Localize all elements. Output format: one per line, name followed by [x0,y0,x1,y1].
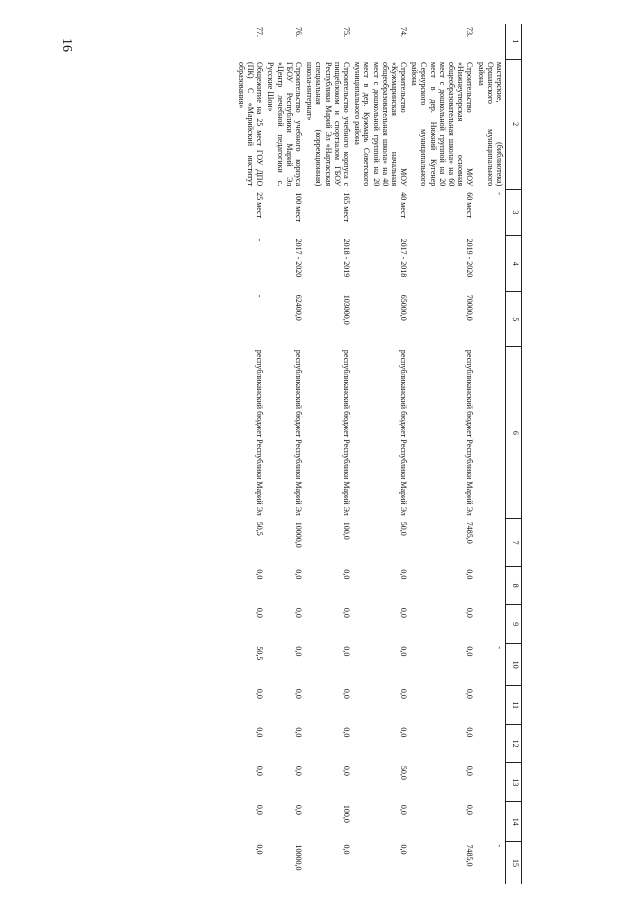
cell-c11: 0,0 [255,688,265,699]
cell-source: республиканский бюджет Республики Марий Эл [342,349,351,516]
column-header-2: 2 [506,59,522,189]
column-header-13: 13 [506,763,522,802]
cell-c14: 0,0 [255,804,265,815]
cell-c13: 50,0 [399,765,409,780]
cell-c7: 7485,0 [465,521,475,544]
cell-c15: 0,0 [342,844,351,855]
column-header-15: 15 [506,841,522,884]
table-row [265,24,304,884]
cell-c9: 0,0 [399,607,409,618]
cell-c14 [475,802,505,842]
cell-c7: 50,5 [255,521,265,536]
cell-c9: 0,0 [255,607,265,618]
cell-c10: 0,0 [465,646,475,657]
cell-c12: 0,0 [399,727,409,738]
table-row [236,24,266,884]
cell-c13 [475,763,505,802]
cell-years: 2018 - 2019 [342,238,351,278]
cell-c8: 0,0 [255,569,265,580]
cell-c7: 50,0 [399,521,409,536]
page-number: 16 [59,38,74,52]
cell-c8: 0,0 [399,569,409,580]
cell-cost: 70000,0 [465,294,475,321]
cell-c13: 0,0 [255,765,265,776]
cell-source: республиканский бюджет Республики Марий Эл [294,349,304,516]
cell-name: Строительство МОУ «Нижнеутюрская основная общеобразовательная школа» на 60 мест с дошкольной группой на 20 мест в дер. Нижний Кугенер Сернурского муниципального района [410,62,475,187]
cell-name: Строительство учебного корпуса с пищеблоком и спортзалом ГБОУ Республики Марий Эл «Нартасская специальная (коррекционная) школа-интернат» [305,62,351,187]
cell-name: Строительство учебного корпуса ГБОУ Республики Марий Эл «Центр лечебной педагогики с. Русские Шои» [266,62,304,187]
column-header-6: 6 [506,347,522,519]
cell-source [475,347,505,519]
cell-n: 76. [294,27,304,37]
cell-years: 2019 - 2020 [465,238,475,278]
column-header-7: 7 [506,519,522,567]
cell-cap: 100 мест [294,192,304,223]
cell-c10: - [495,646,504,650]
cell-years [475,236,505,292]
cell-cap: 165 мест [342,192,351,223]
cell-cap: 40 мест [399,192,409,219]
cell-c11: 0,0 [342,688,351,699]
cell-cost: 65000,0 [399,294,409,321]
cell-n: 73. [465,27,475,37]
cell-c8 [475,566,505,605]
cell-c15: - [495,844,504,848]
column-header-11: 11 [506,686,522,725]
investment-table [236,24,522,884]
cell-c12: 0,0 [255,727,265,738]
cell-c14: 0,0 [399,804,409,815]
cell-c7 [475,519,505,567]
cell-years: 2017 - 2020 [294,238,304,278]
column-header-10: 10 [506,643,522,686]
cell-n: 77. [255,27,265,37]
cell-name: Строительство МОУ «Кужмаринская начальная общеобразовательная школа» на 40 мест с дошкольной группой на 20 мест в дер. Кужмарь Советского муниципального района [353,62,409,187]
cell-c15: 10000,0 [294,844,304,871]
cell-cost [475,292,505,347]
cell-c13: 0,0 [342,765,351,776]
column-header-12: 12 [506,724,522,763]
cell-c10: 50,5 [255,646,265,661]
cell-c7: 100,0 [342,521,351,540]
column-header-3: 3 [506,189,522,235]
cell-cost: - [255,294,265,298]
cell-source: республиканский бюджет Республики Марий Эл [255,349,265,516]
table-header-row [506,24,522,884]
cell-n [475,24,505,59]
cell-c14: 100,0 [342,804,351,823]
cell-c15: 0,0 [399,844,409,855]
cell-years: 2017 - 2018 [399,238,409,278]
column-header-5: 5 [506,292,522,347]
cell-c12 [475,724,505,763]
cell-c13: 0,0 [465,765,475,776]
cell-c10: 0,0 [294,646,304,657]
column-header-14: 14 [506,802,522,842]
column-header-1: 1 [506,24,522,59]
cell-cap: 60 мест [465,192,475,219]
cell-c11 [475,686,505,725]
cell-c7: 10000,0 [294,521,304,548]
cell-c12: 0,0 [342,727,351,738]
column-header-4: 4 [506,236,522,292]
cell-name: Общежитие на 25 мест ГОУ ДПО (ПК) С «Марийский институт образования» [236,62,265,187]
cell-cap: - [495,192,504,195]
column-header-9: 9 [506,605,522,644]
table-row [475,24,505,884]
cell-c15: 7485,0 [465,844,475,867]
column-header-8: 8 [506,566,522,605]
cell-cost: 103000,0 [342,294,351,325]
cell-c9: 0,0 [342,607,351,618]
cell-c12: 0,0 [465,727,475,738]
cell-n: 75. [342,27,351,37]
cell-source: республиканский бюджет Республики Марий Эл [399,349,409,516]
cell-name: мастерские, (библиотека) Оршанского муниципального района [476,62,504,187]
cell-c8: 0,0 [342,569,351,580]
cell-n: 74. [399,27,409,37]
cell-cap: 25 мест [255,192,265,219]
cell-c9 [475,605,505,644]
cell-c8: 0,0 [465,569,475,580]
cell-c13: 0,0 [294,765,304,776]
cell-c15: 0,0 [255,844,265,855]
cell-source: республиканский бюджет Республики Марий Эл [465,349,475,516]
cell-cost: 62400,0 [294,294,304,321]
cell-c11: 0,0 [399,688,409,699]
cell-c8: 0,0 [294,569,304,580]
cell-c14: 0,0 [294,804,304,815]
cell-c14: 0,0 [465,804,475,815]
cell-c9: 0,0 [465,607,475,618]
table-row [304,24,352,884]
table-row [409,24,475,884]
cell-c12: 0,0 [294,727,304,738]
cell-c9: 0,0 [294,607,304,618]
cell-c11: 0,0 [294,688,304,699]
table-row [352,24,409,884]
cell-c11: 0,0 [465,688,475,699]
cell-c10: 0,0 [399,646,409,657]
cell-c10: 0,0 [342,646,351,657]
cell-years: - [255,238,265,242]
